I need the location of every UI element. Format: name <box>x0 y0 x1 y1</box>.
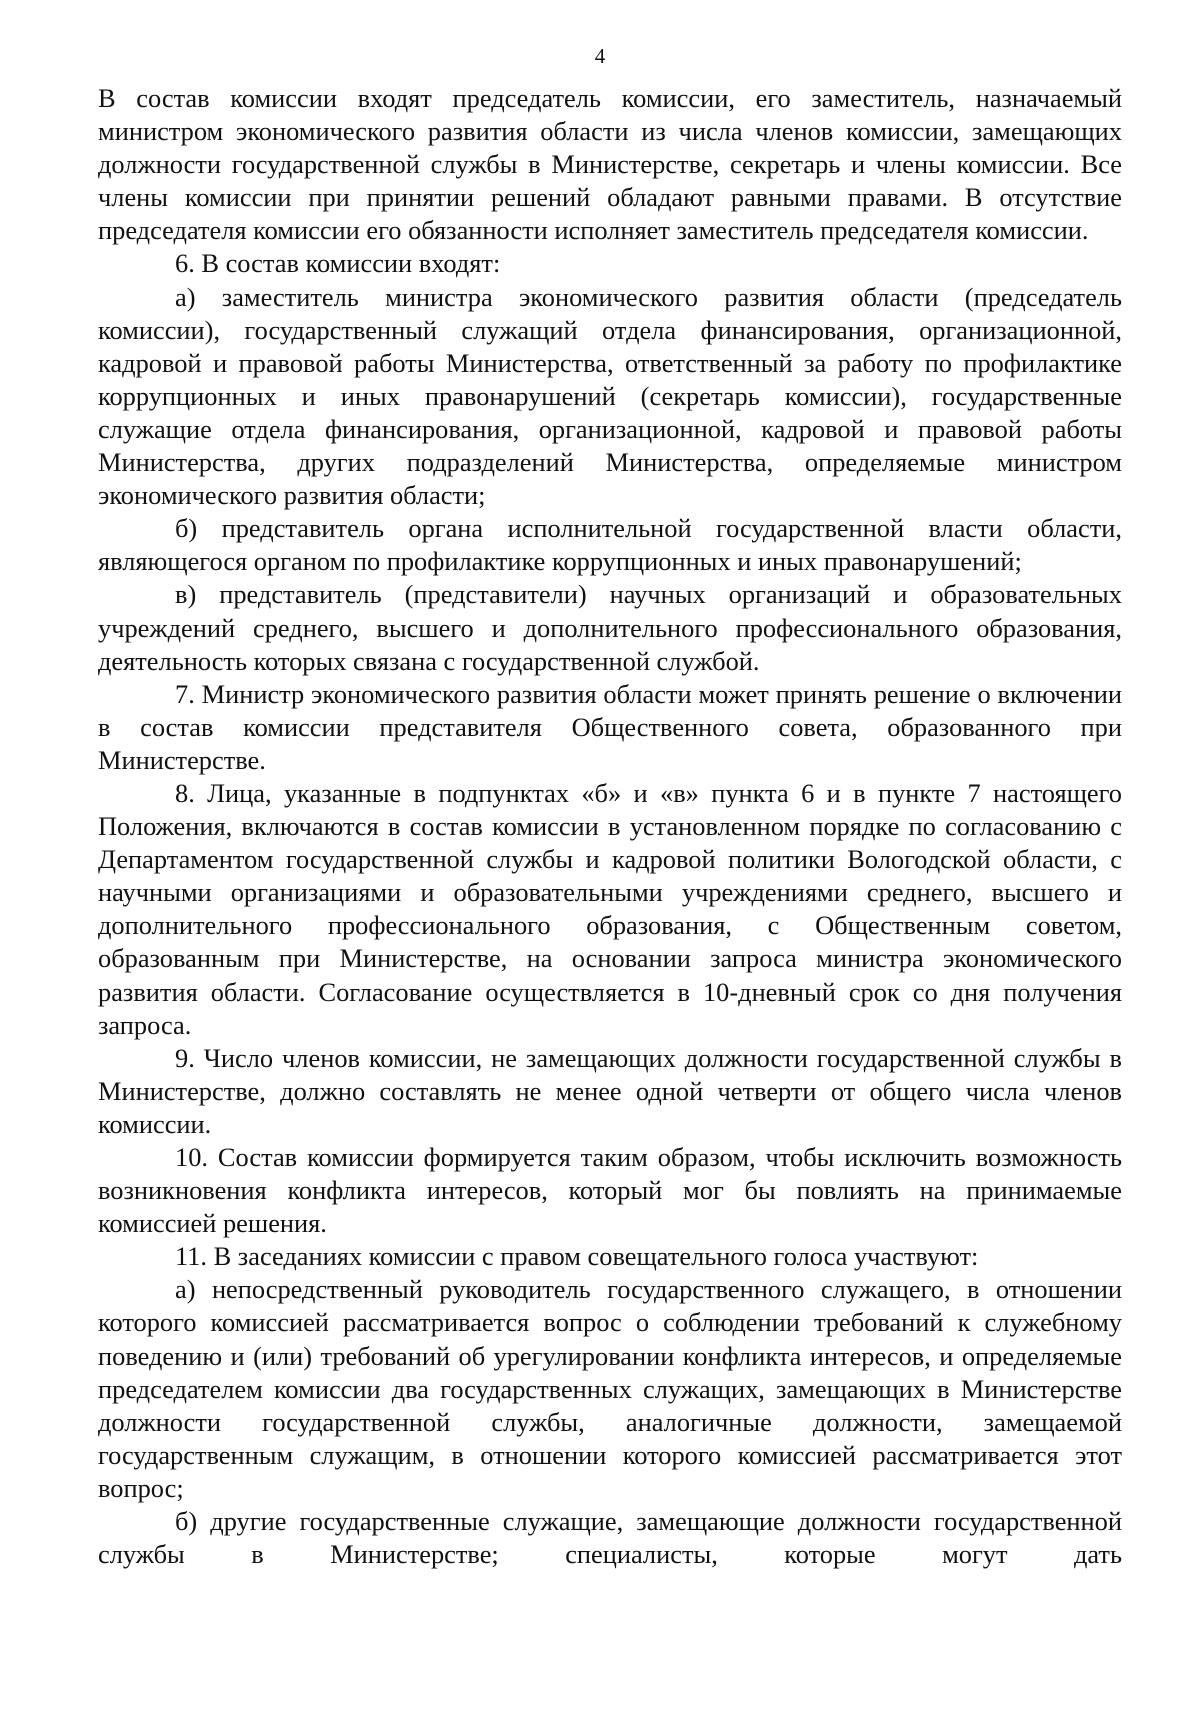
paragraph-item-11: 11. В заседаниях комиссии с правом совещательного голоса участвуют: <box>175 1241 979 1272</box>
paragraph-item-6a: а) заместитель министра экономического развития области (председатель комиссии), государственный служащий отдела финансирования, организационной, кадровой и правовой работы Министерства, ответственный за работу по профилактике коррупционных и иных правонарушений (секретарь комиссии), государственные служащие отдела финансирования, организационной, кадровой и правовой работы Министерства, других подразделений Министерства, определяемые министром экономического развития области; <box>98 281 1122 511</box>
document-body <box>98 82 1122 1571</box>
paragraph-item-11a: а) непосредственный руководитель государственного служащего, в отношении которого комиссией рассматривается вопрос о соблюдении требований к служебному поведению и (или) требований об урегулировании конфликта интересов, и определяемые председателем комиссии два государственных служащих, замещающих в Министерстве должности государственной службы, аналогичные должности, замещаемой государственным служащим, в отношении которого комиссией рассматривается этот вопрос; <box>98 1274 1122 1503</box>
paragraph-item-7: 7. Министр экономического развития области может принять решение о включении в состав комиссии представителя Общественного совета, образованного при Министерстве. <box>98 678 1122 775</box>
page-number: 4 <box>594 44 606 68</box>
paragraph-commission-composition: В состав комиссии входят председатель комиссии, его заместитель, назначаемый министром экономического развития области из числа членов комиссии, замещающих должности государственной службы в Министерстве, секретарь и члены комиссии. Все члены комиссии при принятии решений обладают равными правами. В отсутствие председателя комиссии его обязанности исполняет заместитель председателя комиссии. <box>98 83 1122 246</box>
paragraph-item-6: 6. В состав комиссии входят: <box>175 248 501 279</box>
paragraph-item-11b: б) другие государственные служащие, замещающие должности государственной службы в Министерстве; специалисты, которые могут дать <box>98 1506 1122 1570</box>
paragraph-item-6v: в) представитель (представители) научных организаций и образовательных учреждений среднего, высшего и дополнительного профессионального образования, деятельность которых связана с государственной службой. <box>98 579 1122 676</box>
paragraph-item-8: 8. Лица, указанные в подпунктах «б» и «в» пункта 6 и в пункте 7 настоящего Положения, включаются в состав комиссии в установленном порядке по согласованию с Департаментом государственной службы и кадровой политики Вологодской области, с научными организациями и образовательными учреждениями среднего, высшего и дополнительного профессионального образования, с Общественным советом, образованным при Министерстве, на основании запроса министра экономического развития области. Согласование осуществляется в 10-дневный срок со дня получения запроса. <box>98 777 1122 1040</box>
paragraph-item-6b: б) представитель органа исполнительной государственной власти области, являющегося органом по профилактике коррупционных и иных правонарушений; <box>98 513 1122 577</box>
paragraph-item-10: 10. Состав комиссии формируется таким образом, чтобы исключить возможность возникновения конфликта интересов, который мог бы повлиять на принимаемые комиссией решения. <box>98 1142 1122 1239</box>
paragraph-item-9: 9. Число членов комиссии, не замещающих должности государственной службы в Министерстве, должно составлять не менее одной четверти от общего числа членов комиссии. <box>98 1042 1122 1139</box>
